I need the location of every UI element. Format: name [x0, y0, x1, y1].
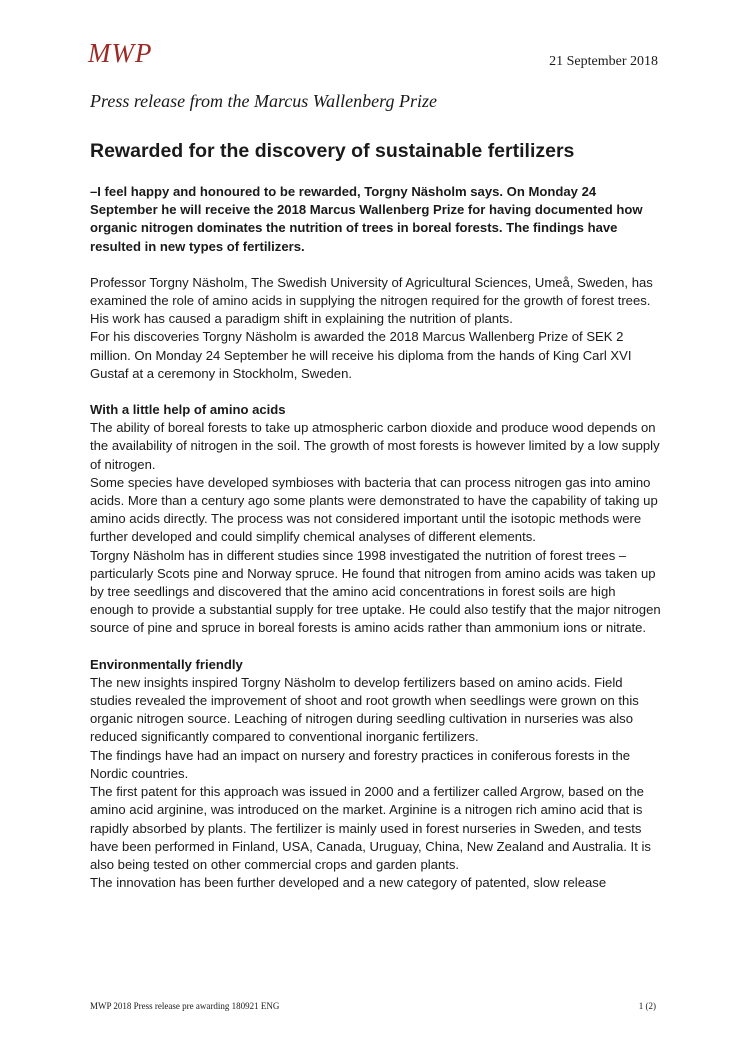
section-paragraph: The innovation has been further developed and a new category of patented, slow release — [90, 875, 607, 891]
section-paragraph: The ability of boreal forests to take up atmospheric carbon dioxide and produce wood depends on the availability of nitrogen in the soil. The growth of most forests is however limited by a low supply of nitrogen. — [90, 420, 660, 472]
footer-document-id: MWP 2018 Press release pre awarding 180921 ENG — [90, 1001, 280, 1011]
section-heading: Environmentally friendly — [90, 656, 243, 672]
intro-paragraph: Professor Torgny Näsholm, The Swedish University of Agricultural Sciences, Umeå, Sweden, has examined the role of amino acids in supplying the nitrogen required for the growth of forest trees. His work has caused a paradigm shift in explaining the nutrition of plants. — [90, 274, 653, 327]
section-heading: With a little help of amino acids — [90, 402, 286, 418]
section-paragraph: The findings have had an impact on nursery and forestry practices in coniferous forests in the Nordic countries. — [90, 747, 631, 781]
section-paragraph: Some species have developed symbioses with bacteria that can process nitrogen gas into amino acids. More than a century ago some plants were demonstrated to have the capability of taking up amino acids directly. The process was not considered important until the isotopic methods were further developed and could simplify chemical analyses of different elements. — [90, 474, 658, 545]
section-paragraph: The first patent for this approach was issued in 2000 and a fertilizer called Argrow, based on the amino acid arginine, was introduced on the market. Arginine is a nitrogen rich amino acid that is rapidly absorbed by plants. The fertilizer is mainly used in forest nurseries in Sweden, and tests have been performed in Finland, USA, Canada, Uruguay, China, New Zealand and Australia. It is also being tested on other commercial crops and garden plants. — [90, 784, 651, 872]
mwp-logo: MWP — [88, 38, 153, 68]
lead-paragraph: –I feel happy and honoured to be rewarded, Torgny Näsholm says. On Monday 24 September he will receive the 2018 Marcus Wallenberg Prize for having documented how organic nitrogen dominates the nutrition of trees in boreal forests. The findings have resulted in new types of fertilizers. — [90, 184, 643, 254]
section-paragraph: The new insights inspired Torgny Näsholm to develop fertilizers based on amino acids. Field studies revealed the improvement of shoot and root growth when seedlings were grown on this organic nitrogen source. Leaching of nitrogen during seedling cultivation in nurseries was also reduced significantly compared to conventional inorganic fertilizers. — [90, 674, 639, 745]
section-paragraph: Torgny Näsholm has in different studies since 1998 investigated the nutrition of forest trees – particularly Scots pine and Norway spruce. He found that nitrogen from amino acids was taken up by tree seedlings and discovered that the amino acid concentrations in forest soils are high enough to provide a substantial supply for tree uptake. He could also testify that the major nitrogen source of pine and spruce in boreal forests is amino acids rather than ammonium ions or nitrate. — [90, 547, 661, 636]
article-body — [90, 183, 662, 892]
page-title: Rewarded for the discovery of sustainable fertilizers — [90, 140, 575, 162]
press-release-subtitle: Press release from the Marcus Wallenberg Prize — [90, 91, 437, 111]
intro-paragraph: For his discoveries Torgny Näsholm is awarded the 2018 Marcus Wallenberg Prize of SEK 2 million. On Monday 24 September he will receive his diploma from the hands of King Carl XVI Gustaf at a ceremony in Stockholm, Sweden. — [90, 329, 632, 381]
page-number: 1 (2) — [638, 1001, 656, 1011]
release-date: 21 September 2018 — [549, 54, 658, 69]
